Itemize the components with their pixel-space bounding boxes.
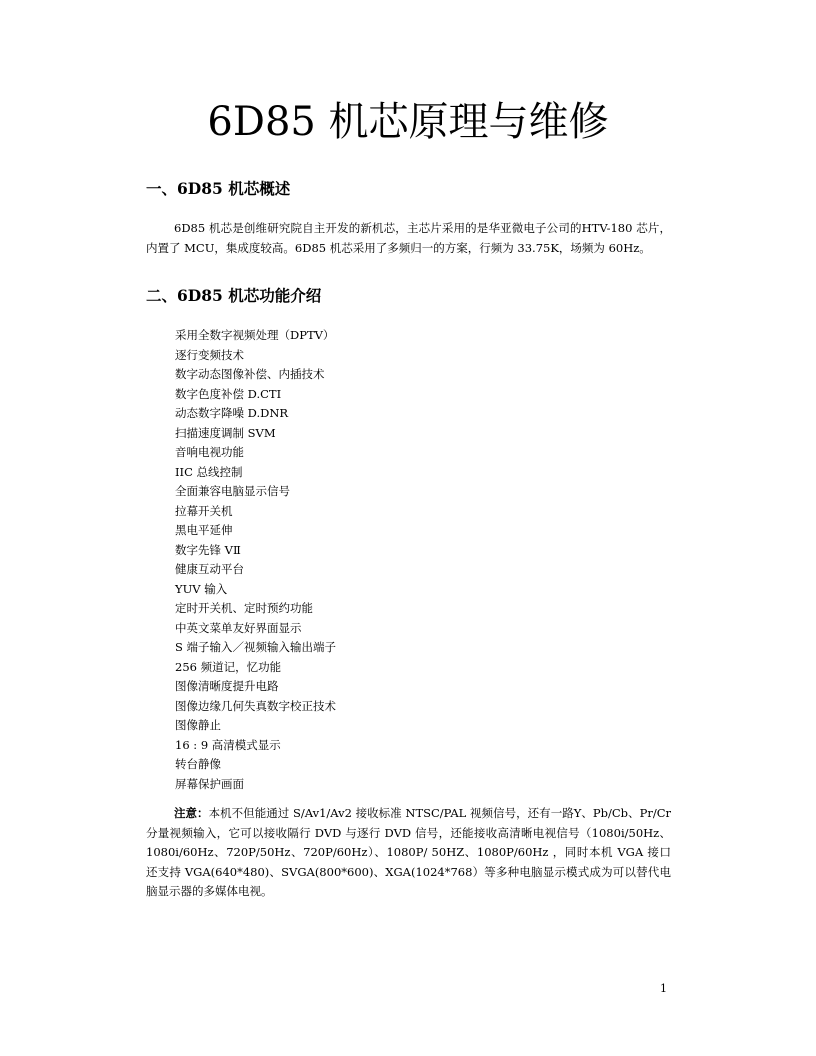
feature-list-item: 全面兼容电脑显示信号 bbox=[175, 484, 290, 498]
feature-list-item: IIC 总线控制 bbox=[175, 464, 243, 479]
feature-list-item: 屏幕保护画面 bbox=[175, 776, 244, 791]
feature-list-item: S 端子输入／视频输入输出端子 bbox=[175, 640, 337, 654]
feature-list-item: 16 : 9 高清模式显示 bbox=[175, 737, 281, 752]
feature-list-item: 健康互动平台 bbox=[175, 562, 244, 576]
feature-list-item: 数字先锋 VⅡ bbox=[175, 542, 241, 557]
feature-list-item: 图像静止 bbox=[175, 718, 221, 732]
feature-list-item: 扫描速度调制 SVM bbox=[175, 425, 276, 440]
feature-list-item: 数字色度补偿 D.CTI bbox=[175, 386, 282, 401]
feature-list-item: 数字动态图像补偿、内插技术 bbox=[175, 367, 325, 381]
feature-list-item: 定时开关机、定时预约功能 bbox=[175, 601, 313, 615]
feature-list-item: 图像清晰度提升电路 bbox=[175, 679, 279, 693]
note-paragraph bbox=[146, 804, 671, 902]
feature-list-item: 256 频道记，忆功能 bbox=[175, 659, 282, 674]
feature-list-item: 逐行变频技术 bbox=[175, 347, 244, 362]
feature-list-item: 转台静像 bbox=[175, 757, 221, 771]
section-heading-overview: 一、6D85 机芯概述 bbox=[146, 179, 291, 198]
feature-list-item: YUV 输入 bbox=[175, 581, 228, 596]
feature-list-item: 音响电视功能 bbox=[175, 445, 244, 459]
section-heading-features: 二、6D85 机芯功能介绍 bbox=[146, 286, 322, 305]
page-number: 1 bbox=[660, 982, 667, 995]
note-label: 注意： bbox=[174, 806, 209, 820]
feature-list-item: 拉幕开关机 bbox=[175, 503, 233, 518]
note-body: 本机不但能通过 S/Av1/Av2 接收标准 NTSC/PAL 视频信号，还有一路Y、Pb/Cb、Pr/Cr 分量视频输入，它可以接收隔行 DVD 与逐行 DVD 信号，还能接收高清晰电视信号（1080i/50Hz、1080i/60Hz、720P/50Hz、720P/60Hz）、1080P/ 50HZ、1080P/60Hz ，同时本机 VGA 接口还支持 VGA(640*480)、SVGA(800*600)、XGA(1024*768）等多种电脑显示模式成为可以替代电脑显示器的多媒体电视。 bbox=[146, 806, 672, 898]
overview-paragraph: 6D85 机芯是创维研究院自主开发的新机芯，主芯片采用的是华亚微电子公司的HTV-180 芯片，内置了 MCU，集成度较高。6D85 机芯采用了多频归一的方案，行频为 33.75K，场频为 60Hz。 bbox=[146, 221, 671, 255]
feature-list-item: 中英文菜单友好界面显示 bbox=[175, 620, 302, 635]
feature-list-item: 采用全数字视频处理（DPTV） bbox=[175, 328, 335, 342]
feature-list bbox=[175, 326, 336, 794]
document-title: 6D85 机芯原理与维修 bbox=[207, 99, 609, 145]
feature-list-item: 动态数字降噪 D.DNR bbox=[175, 406, 289, 420]
feature-list-item: 黑电平延伸 bbox=[175, 523, 233, 537]
feature-list-item: 图像边缘几何失真数字校正技术 bbox=[175, 698, 336, 713]
